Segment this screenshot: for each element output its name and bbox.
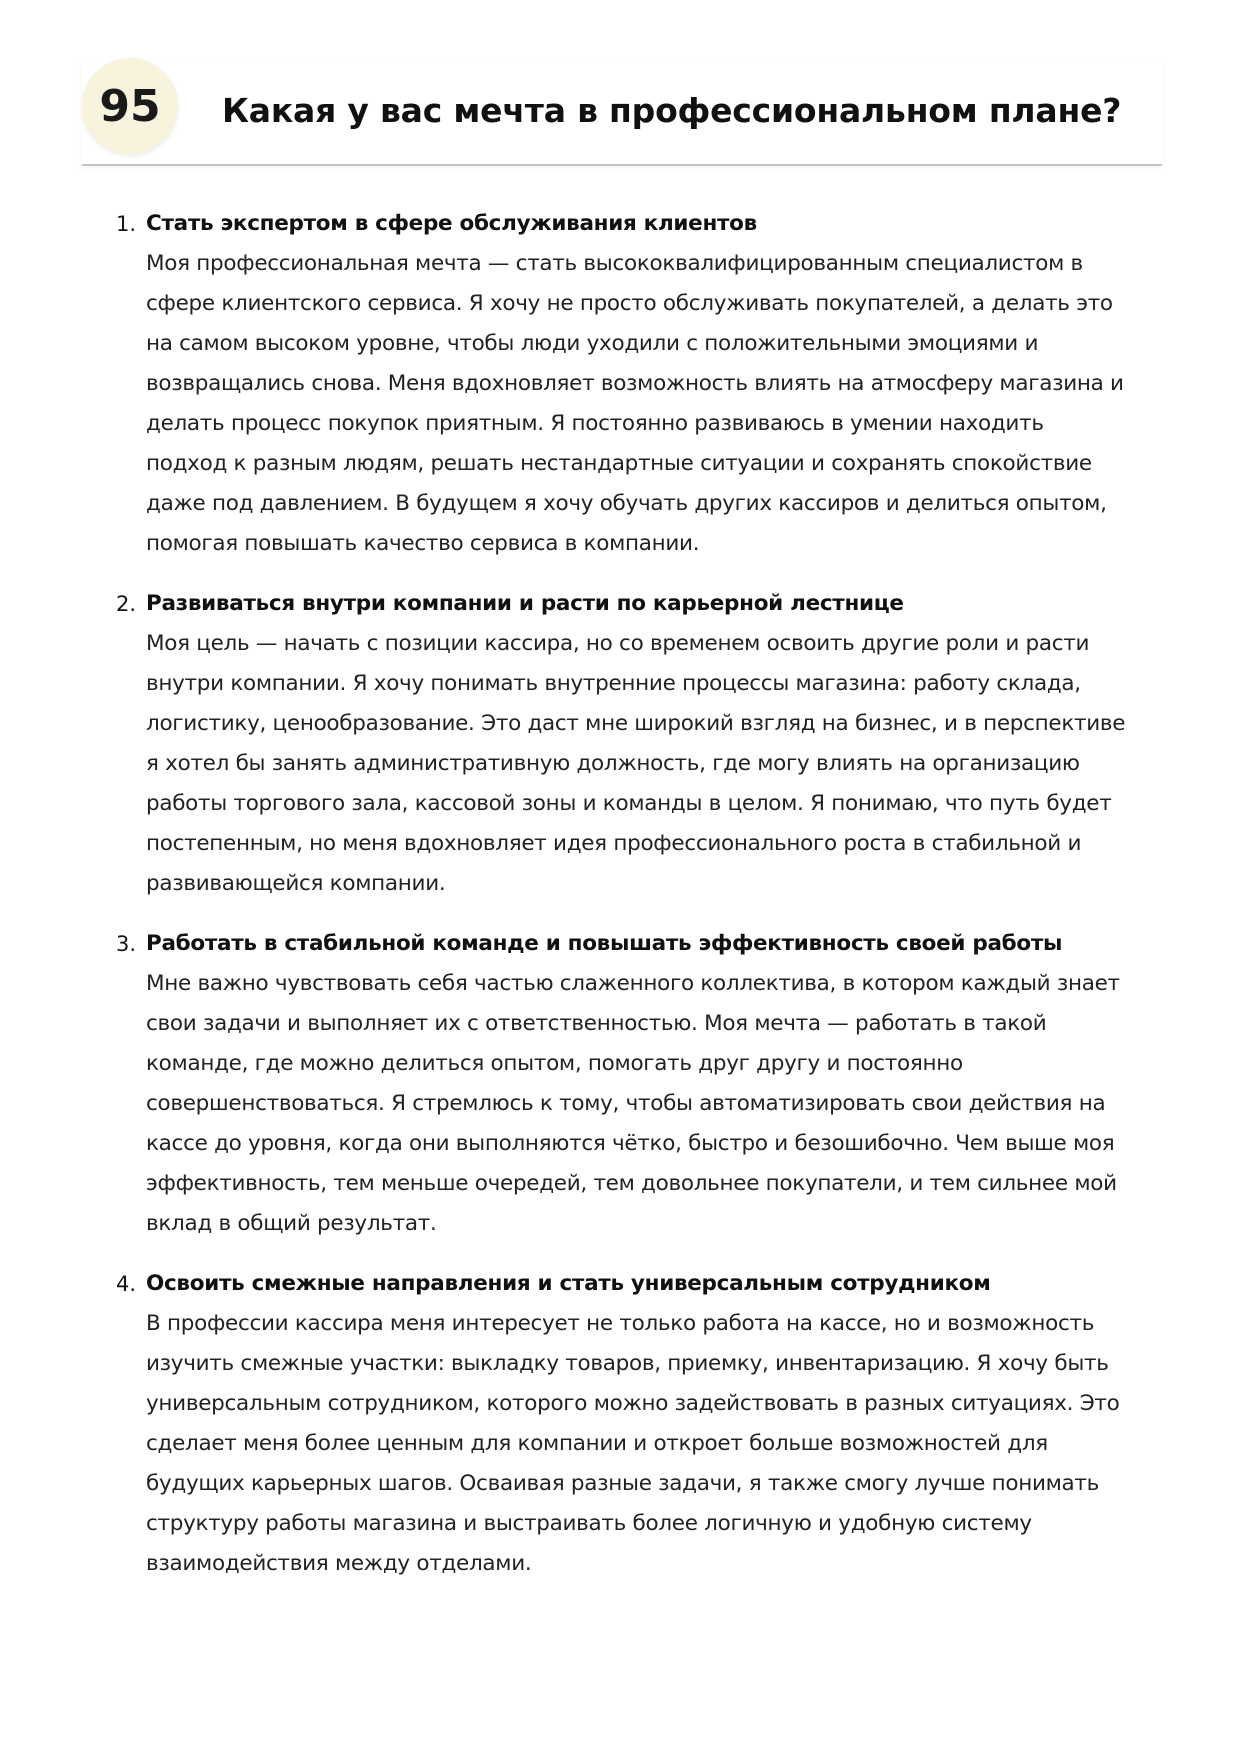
question-number-badge: 95: [82, 58, 178, 154]
text-line: развивающейся компании.: [146, 871, 446, 896]
text-line: внутри компании. Я хочу понимать внутренние процессы магазина: работу склада,: [146, 671, 1081, 696]
text-line: команде, где можно делиться опытом, помогать друг другу и постоянно: [146, 1051, 963, 1076]
text-line: кассе до уровня, когда они выполняются чётко, быстро и безошибочно. Чем выше моя: [146, 1131, 1115, 1156]
list-item: [116, 584, 1156, 904]
list-item: [116, 1264, 1156, 1584]
text-line: сделает меня более ценным для компании и откроет больше возможностей для: [146, 1431, 1048, 1456]
list-item-heading: Освоить смежные направления и стать универсальным сотрудником: [146, 1271, 991, 1296]
text-line: Моя профессиональная мечта — стать высококвалифицированным специалистом в: [146, 251, 1083, 276]
answer-list: [116, 204, 1156, 1604]
text-line: постепенным, но меня вдохновляет идея профессионального роста в стабильной и: [146, 831, 1082, 856]
text-line: взаимодействия между отделами.: [146, 1551, 532, 1576]
list-item-heading: Работать в стабильной команде и повышать эффективность своей работы: [146, 931, 1063, 956]
list-item-number: 2.: [116, 592, 137, 616]
list-item-number: 4.: [116, 1272, 137, 1296]
page-title: Какая у вас мечта в профессиональном плане?: [222, 91, 1122, 130]
text-line: сфере клиентского сервиса. Я хочу не просто обслуживать покупателей, а делать это: [146, 291, 1113, 316]
text-line: даже под давлением. В будущем я хочу обучать других кассиров и делиться опытом,: [146, 491, 1107, 516]
text-line: помогая повышать качество сервиса в компании.: [146, 531, 700, 556]
list-item-number: 1.: [116, 212, 137, 236]
text-line: Моя цель — начать с позиции кассира, но со временем освоить другие роли и расти: [146, 631, 1090, 656]
text-line: универсальным сотрудником, которого можно задействовать в разных ситуациях. Это: [146, 1391, 1120, 1416]
text-line: я хотел бы занять административную должность, где могу влиять на организацию: [146, 751, 1080, 776]
list-item-text: [146, 1304, 1156, 1584]
list-item-text: [146, 244, 1156, 564]
list-item-text: [146, 624, 1156, 904]
page-header: [82, 58, 1162, 166]
list-item-heading: Стать экспертом в сфере обслуживания клиентов: [146, 211, 757, 236]
text-line: совершенствоваться. Я стремлюсь к тому, чтобы автоматизировать свои действия на: [146, 1091, 1106, 1116]
list-item-number: 3.: [116, 932, 137, 956]
text-line: изучить смежные участки: выкладку товаров, приемку, инвентаризацию. Я хочу быть: [146, 1351, 1109, 1376]
text-line: на самом высоком уровне, чтобы люди уходили с положительными эмоциями и: [146, 331, 1039, 356]
text-line: возвращались снова. Меня вдохновляет возможность влиять на атмосферу магазина и: [146, 371, 1124, 396]
list-item: [116, 924, 1156, 1244]
list-item: [116, 204, 1156, 564]
text-line: логистику, ценообразование. Это даст мне широкий взгляд на бизнес, и в перспективе: [146, 711, 1126, 736]
text-line: работы торгового зала, кассовой зоны и команды в целом. Я понимаю, что путь будет: [146, 791, 1112, 816]
text-line: структуру работы магазина и выстраивать более логичную и удобную систему: [146, 1511, 1032, 1536]
text-line: будущих карьерных шагов. Осваивая разные задачи, я также смогу лучше понимать: [146, 1471, 1100, 1496]
text-line: делать процесс покупок приятным. Я постоянно развиваюсь в умении находить: [146, 411, 1044, 436]
list-item-heading: Развиваться внутри компании и расти по карьерной лестнице: [146, 591, 904, 616]
text-line: Мне важно чувствовать себя частью слаженного коллектива, в котором каждый знает: [146, 971, 1120, 996]
text-line: В профессии кассира меня интересует не только работа на кассе, но и возможность: [146, 1311, 1095, 1336]
list-item-text: [146, 964, 1156, 1244]
text-line: свои задачи и выполняет их с ответственностью. Моя мечта — работать в такой: [146, 1011, 1047, 1036]
text-line: подход к разным людям, решать нестандартные ситуации и сохранять спокойствие: [146, 451, 1092, 476]
text-line: вклад в общий результат.: [146, 1211, 437, 1236]
text-line: эффективность, тем меньше очередей, тем довольнее покупатели, и тем сильнее мой: [146, 1171, 1117, 1196]
